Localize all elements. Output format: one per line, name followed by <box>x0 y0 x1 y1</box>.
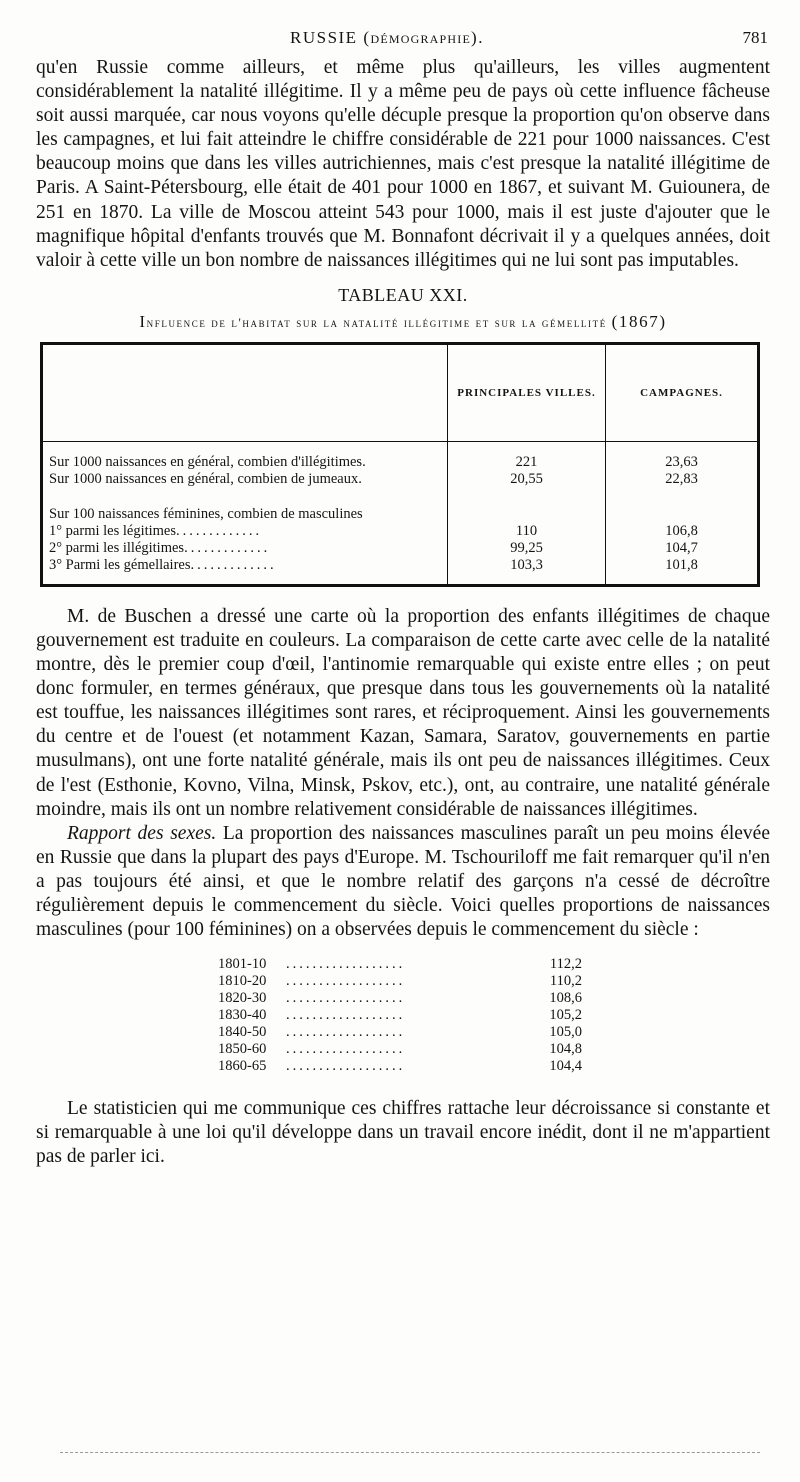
decade-period: 1850-60 <box>218 1041 267 1058</box>
table-header-row <box>42 343 759 441</box>
paragraph-text: La proportion des naissances masculines paraît un peu moins élevée en Russie que dans la plupart des pays d'Europe. M. Tschouriloff me fait remarquer qu'il n'en a pas toujours été ainsi, et que le nombre relatif des garçons n'a cessé de décroître régulièrement depuis le commencement du siècle. Voici quelles proportions de naissances masculines (pour 100 féminines) on a observées depuis le commencement du siècle : <box>36 822 770 941</box>
decade-period: 1860-65 <box>218 1058 267 1075</box>
habitat-table <box>40 342 760 587</box>
table-row <box>42 523 759 540</box>
row-campagnes-value: 23,63 <box>665 453 698 470</box>
paragraph-rapport-sexes <box>36 822 770 942</box>
table-title: TABLEAU XXI. <box>338 284 468 305</box>
row-villes-value: 110 <box>448 523 606 540</box>
table-header-empty <box>42 343 448 441</box>
table-caption-year: (1867) <box>611 311 667 331</box>
row-villes-value <box>448 488 606 523</box>
paragraph-buschen-map: M. de Buschen a dressé une carte où la proportion des enfants illégitimes de chaque gouvernement est traduite en couleurs. La comparaison de cette carte avec celle de la natalité montre, dès le premier coup d'œil, l'antinomie remarquable qui existe entre elles ; on peut donc formuler, en termes généraux, que presque dans tous les gouvernements où la natalité est touffue, les naissances illégitimes sont rares, et réciproquement. Ainsi les gouvernements du centre et de l'ouest (et notamment Kazan, Samara, Saratov, gouvernements en partie musulmans), ont une forte natalité générale, mais ils ont peu de naissances illégitimes. Ceux de l'est (Esthonie, Kovno, Vilna, Minsk, Pskov, etc.), ont, au contraire, une natalité générale moindre, mais ils ont un nombre relativement considérable de naissances illégitimes. <box>36 605 770 820</box>
decade-period: 1830-40 <box>218 1007 267 1024</box>
row-label <box>42 557 448 586</box>
table-caption <box>36 312 770 332</box>
dot-leader: .................. <box>286 1007 406 1024</box>
table-row <box>42 471 759 488</box>
dot-leader: .................. <box>286 1058 406 1075</box>
decade-value: 105,2 <box>549 1007 582 1024</box>
section-heading: Rapport des sexes. <box>67 822 217 844</box>
decade-value: 108,6 <box>549 990 582 1007</box>
decade-row <box>218 973 582 990</box>
page <box>36 28 770 1169</box>
table-header-campagnes: CAMPAGNES. <box>606 343 759 441</box>
table-header-villes: PRINCIPALES VILLES. <box>448 343 606 441</box>
table-row <box>42 441 759 471</box>
running-title <box>290 28 484 48</box>
row-label-text: 3° Parmi les gémellaires <box>49 556 191 573</box>
row-villes-value: 221 <box>448 441 606 471</box>
row-label-text: 1° parmi les légitimes <box>49 522 177 539</box>
footer-rule <box>60 1452 760 1453</box>
decade-row <box>218 990 582 1007</box>
row-villes-value: 99,25 <box>448 540 606 557</box>
row-label <box>42 540 448 557</box>
table-caption-text: nfluence de l'habitat sur la natalité illégitime et sur la gémellité <box>146 314 607 330</box>
decade-value: 104,4 <box>549 1058 582 1075</box>
row-campagnes-value: 101,8 <box>665 556 698 573</box>
running-title-subject: DÉMOGRAPHIE <box>370 32 472 46</box>
decade-value: 110,2 <box>549 973 582 990</box>
row-label: Sur 1000 naissances en général, combien d'illégitimes. <box>42 441 448 471</box>
dot-leader: .................. <box>286 973 406 990</box>
decade-period: 1840-50 <box>218 1024 267 1041</box>
row-campagnes-value: 22,83 <box>665 470 698 487</box>
dot-leader: .................. <box>286 990 406 1007</box>
row-campagnes-value <box>606 488 759 523</box>
paragraph-illegitimate-cities: qu'en Russie comme ailleurs, et même plus qu'ailleurs, les villes augmentent considérablement la natalité illégitime. Il y a même peu de pays où cette influence fâcheuse soit aussi marquée, car nous voyons qu'elle décuple presque la proportion qu'on observe dans les campagnes, et lui fait atteindre le chiffre considérable de 221 pour 1000 naissances. C'est beaucoup moins que dans les villes autrichiennes, mais c'est presque la natalité illégitime de Paris. A Saint-Pétersbourg, elle était de 401 pour 1000 en 1867, et suivant M. Guiounera, de 251 en 1870. La ville de Moscou atteint 543 pour 1000, mais il est juste d'ajouter que le magnifique hôpital d'enfants trouvés que M. Bonnafont décrivait il y a quelques années, doit valoir à cette ville un bon nombre de naissances illégitimes qui ne lui sont pas imputables. <box>36 57 770 271</box>
decade-period: 1810-20 <box>218 973 267 990</box>
running-head <box>36 28 770 56</box>
dot-leader: .................. <box>286 956 406 973</box>
page-number: 781 <box>742 28 768 47</box>
decade-row <box>218 1024 582 1041</box>
row-villes-value: 20,55 <box>448 471 606 488</box>
dot-leader: .................. <box>286 1024 406 1041</box>
dot-leader: ............. <box>176 522 263 539</box>
row-label: Sur 100 naissances féminines, combien de masculines <box>42 488 448 523</box>
decade-row <box>218 956 582 973</box>
row-label <box>42 523 448 540</box>
row-villes-value: 103,3 <box>448 557 606 586</box>
row-campagnes-value: 104,7 <box>665 539 698 556</box>
decade-value: 104,8 <box>549 1041 582 1058</box>
table-row <box>42 557 759 586</box>
running-title-close: ). <box>471 28 484 47</box>
decade-row <box>218 1041 582 1058</box>
decade-period: 1820-30 <box>218 990 267 1007</box>
decade-row <box>218 1058 582 1075</box>
decade-period: 1801-10 <box>218 956 267 973</box>
table-row <box>42 540 759 557</box>
paragraph-statisticien: Le statisticien qui me communique ces chiffres rattache leur décroissance si constante et si remarquable à une loi qu'il développe dans un travail encore inédit, dont il ne m'appartient pas de parler ici. <box>36 1098 770 1168</box>
decade-row <box>218 1007 582 1024</box>
row-campagnes-value: 106,8 <box>665 522 698 539</box>
decade-value: 112,2 <box>549 956 582 973</box>
row-label-text: 2° parmi les illégitimes <box>49 539 185 556</box>
decades-table <box>218 956 582 1075</box>
dot-leader: ............. <box>184 539 271 556</box>
row-label: Sur 1000 naissances en général, combien de jumeaux. <box>42 471 448 488</box>
running-title-main: RUSSIE ( <box>290 28 371 47</box>
decade-value: 105,0 <box>549 1024 582 1041</box>
table-row <box>42 488 759 523</box>
dot-leader: ............. <box>190 556 277 573</box>
table-caption-initial: I <box>139 311 147 331</box>
dot-leader: .................. <box>286 1041 406 1058</box>
